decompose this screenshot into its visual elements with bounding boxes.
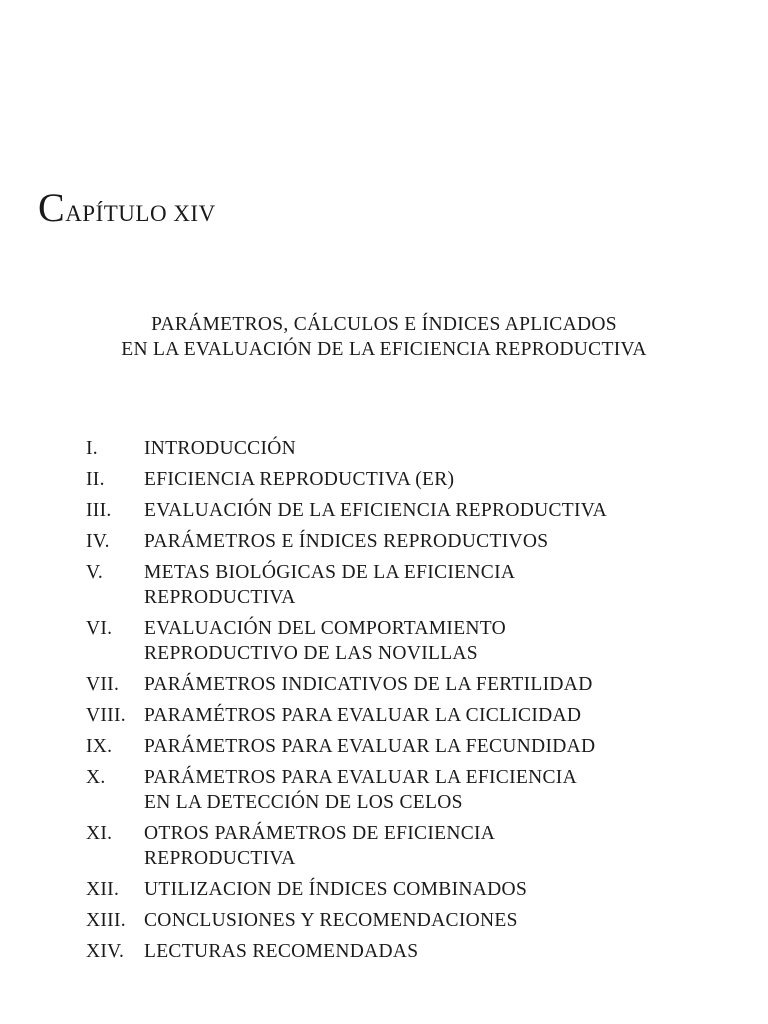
toc-item — [86, 560, 746, 610]
toc-item-label — [144, 467, 746, 492]
toc-item — [86, 616, 746, 666]
toc-item — [86, 734, 746, 759]
toc-item-label — [144, 616, 746, 666]
toc-item-number: VI. — [86, 618, 113, 639]
toc-item-label-line: EFICIENCIA REPRODUCTIVA (ER) — [144, 469, 455, 490]
toc-item-label — [144, 560, 746, 610]
toc-item-number: VIII. — [86, 705, 126, 726]
toc-item-label — [144, 498, 746, 523]
toc-item-label — [144, 877, 746, 902]
toc-item — [86, 467, 746, 492]
toc-item-label-line: PARÁMETROS PARA EVALUAR LA EFICIENCIA — [144, 767, 577, 788]
toc-item-number: XIII. — [86, 910, 126, 931]
toc-item — [86, 877, 746, 902]
toc-item-label-line: METAS BIOLÓGICAS DE LA EFICIENCIA — [144, 562, 516, 583]
toc-item-label — [144, 436, 746, 461]
chapter-heading-initial: C — [38, 185, 66, 230]
toc-item — [86, 908, 746, 933]
toc-item-label — [144, 672, 746, 697]
toc-item-label — [144, 765, 746, 815]
toc-item-number: IX. — [86, 736, 113, 757]
toc-item-label-line: UTILIZACION DE ÍNDICES COMBINADOS — [144, 879, 528, 900]
toc-item-number: II. — [86, 469, 105, 490]
toc-item-number: XIV. — [86, 941, 125, 962]
toc-item-number: X. — [86, 767, 106, 788]
toc-item-label-line: EVALUACIÓN DE LA EFICIENCIA REPRODUCTIVA — [144, 500, 608, 521]
toc-item-number: XII. — [86, 879, 120, 900]
toc-item-label-line: PARÁMETROS INDICATIVOS DE LA FERTILIDAD — [144, 674, 593, 695]
toc-item — [86, 672, 746, 697]
toc-item-label-line: REPRODUCTIVA — [144, 587, 296, 608]
toc-item-label — [144, 703, 746, 728]
toc-item-label-line: PARÁMETROS PARA EVALUAR LA FECUNDIDAD — [144, 736, 596, 757]
toc-item-label-line: REPRODUCTIVA — [144, 848, 296, 869]
toc-item — [86, 436, 746, 461]
chapter-heading — [38, 185, 216, 230]
toc-item — [86, 498, 746, 523]
toc-item-number: VII. — [86, 674, 120, 695]
toc-item-label — [144, 734, 746, 759]
toc-item-number: I. — [86, 438, 98, 459]
toc-item-label-line: EVALUACIÓN DEL COMPORTAMIENTO — [144, 618, 507, 639]
chapter-title-line-2: EN LA EVALUACIÓN DE LA EFICIENCIA REPRODUCTIVA — [121, 339, 647, 360]
toc-item — [86, 939, 746, 964]
toc-item-label-line: REPRODUCTIVO DE LAS NOVILLAS — [144, 643, 478, 664]
toc-item-number: IV. — [86, 531, 110, 552]
toc-item-label — [144, 529, 746, 554]
toc-item-label — [144, 821, 746, 871]
toc-item-number: XI. — [86, 823, 113, 844]
toc-item-label-line: CONCLUSIONES Y RECOMENDACIONES — [144, 910, 518, 931]
toc-item-label-line: PARÁMETROS E ÍNDICES REPRODUCTIVOS — [144, 531, 549, 552]
toc-item — [86, 529, 746, 554]
toc-item-number: III. — [86, 500, 112, 521]
toc-item — [86, 765, 746, 815]
chapter-title — [0, 312, 768, 362]
toc-item — [86, 703, 746, 728]
toc-item-number: V. — [86, 562, 104, 583]
toc-item — [86, 821, 746, 871]
chapter-heading-rest: APÍTULO XIV — [65, 201, 216, 226]
toc-item-label — [144, 939, 746, 964]
chapter-title-line-1: PARÁMETROS, CÁLCULOS E ÍNDICES APLICADOS — [151, 314, 617, 335]
toc-item-label-line: PARAMÉTROS PARA EVALUAR LA CICLICIDAD — [144, 705, 582, 726]
table-of-contents — [86, 436, 746, 970]
toc-item-label-line: LECTURAS RECOMENDADAS — [144, 941, 419, 962]
toc-item-label-line: EN LA DETECCIÓN DE LOS CELOS — [144, 792, 463, 813]
toc-item-label-line: OTROS PARÁMETROS DE EFICIENCIA — [144, 823, 496, 844]
toc-item-label-line: INTRODUCCIÓN — [144, 438, 297, 459]
toc-item-label — [144, 908, 746, 933]
